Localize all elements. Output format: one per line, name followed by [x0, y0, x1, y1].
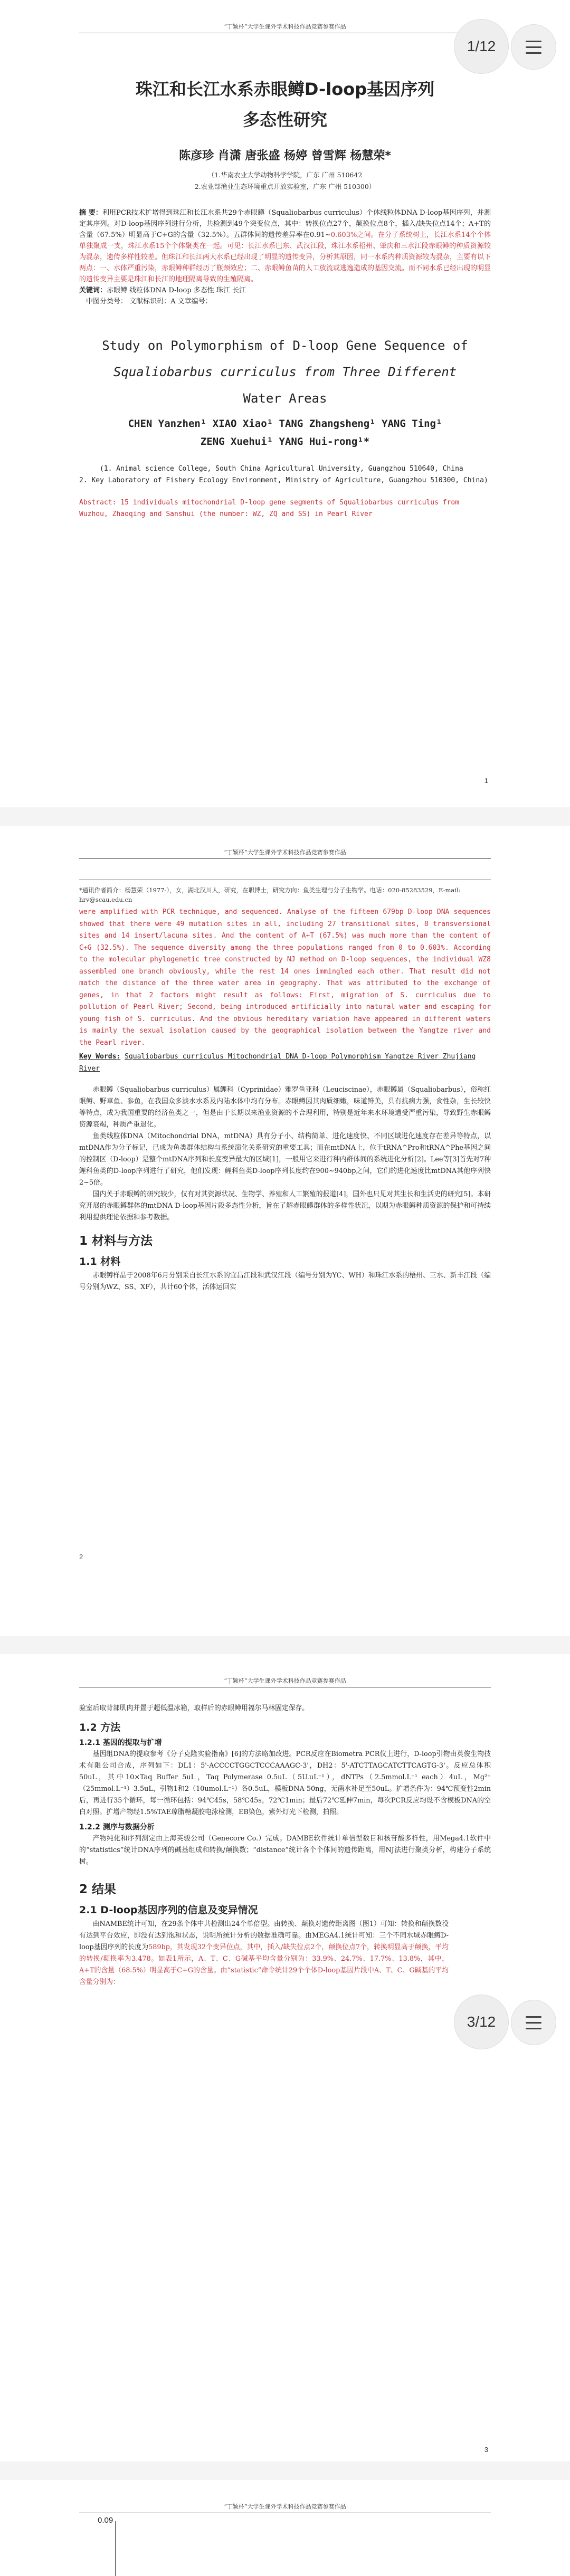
keywords-label: 关键词： [79, 287, 107, 294]
affiliation-en-1: (1. Animal science College, South China Agricultural University, Guangzhou 510640, China [100, 465, 463, 473]
en-title-line-1: Study on Polymorphism of D-loop Gene Sequence of [102, 338, 468, 353]
affiliation-en-2: 2. Key Laboratory of Fishery Ecology Environment, Ministry of Agriculture, Guangzhou 510300, China) [79, 476, 488, 484]
intro-paragraph-1: 赤眼鳟（Squaliobarbus curriculus）属鲤科（Cyprinidae）雅罗鱼亚科（Leuciscinae），赤眼鳟属（Squaliobarbus），俗称红眼鳟、野草鱼、参鱼，在我国众多淡水水系及内陆水体中均有分布。赤眼鳟因其肉质细嫩，味道鲜美，具有抗病力强，食性杂，生长较快等特点，成为我国重要的经济鱼类之一，但是由于长期以来渔业资源的不合理利用，特别是近年来水环境遭受严重污染，导致野生赤眼鳟资源衰竭，种质严重退化。 [79, 1086, 491, 1129]
page-header: “丁颖杯”大学生课外学术科技作品竞赛参赛作品 [79, 848, 491, 859]
affiliation-cn-2: 2.农业部渔业生态环境重点开放实验室，广东 广州 510300） [194, 183, 376, 190]
results-text-highlight: 589bp，其发现32个变异位点，其中，插入/缺失位点2个，颠换位点7个，转换明显高于颠换，平均的转换/颠换率为3.478。如表1所示，A、T、C、G碱基平均含量分别为：33.9%、24.7%、17.7%、13.8%，其中，A+T的含量（68.5%）明显高于C+G的含量。 [79, 1943, 449, 1974]
keywords-cn [79, 285, 491, 296]
page-counter-badge[interactable]: 1/12 [454, 19, 509, 74]
section-heading-methods: 1 材料与方法 [79, 1234, 153, 1248]
paper-title-cn [79, 74, 491, 135]
page-header: “丁颖杯”大学生课外学术科技作品竞赛参赛作品 [79, 22, 491, 33]
subsubsection-heading-sequencing: 1.2.2 测序与数据分析 [79, 1823, 155, 1831]
title-line-2: 多态性研究 [242, 110, 327, 130]
authors-en [79, 415, 491, 451]
abstract-en: Abstract: 15 individuals mitochondrial D-loop gene segments of Squaliobarbus curriculus from Wuzhou, Zhaoqing and Sanshui (the number: WZ, ZQ and SS) in Pearl River [79, 499, 460, 518]
subsection-heading-dloop: 2.1 D-loop基因序列的信息及变异情况 [79, 1904, 258, 1916]
page-number: 3 [484, 2446, 488, 2454]
affiliation-cn-1: （1.华南农业大学动物科学学院，广东 广州 510642 [207, 171, 363, 179]
en-title-line-3: Water Areas [243, 391, 327, 406]
page-header: “丁颖杯”大学生课外学术科技作品竞赛参赛作品 [79, 1676, 491, 1687]
page-header: “丁颖杯”大学生课外学术科技作品竞赛参赛作品 [79, 2502, 491, 2513]
paper-page-1 [0, 0, 570, 807]
title-line-1: 珠江和长江水系赤眼鳟D-loop基因序列 [135, 79, 435, 99]
authors-en-line-1: CHEN Yanzhen¹ XIAO Xiao¹ TANG Zhangsheng¹ YANG Ting¹ [128, 418, 442, 430]
keywords-en-text: Squaliobarbus curriculus Mitochondrial DNA D-loop Polymorphism Yangtze River Zhujiang River [79, 1053, 476, 1073]
methods-paragraph-0: 验室后取背部肌肉并置于超低温冰箱，取样后的赤眼鳟用福尔马林固定保存。 [79, 1704, 309, 1712]
abstract-text-highlight: 0.603%之间。在分子系统树上，长江水系14个个体单独聚成一支，珠江水系15个个体聚类在一起。可见：长江水系巴东、武汉江段，珠江水系梧州、肇庆和三水江段赤眼鳟的种质资源较为混杂，遗传多样性较差。但珠江和长江两大水系已经出现了明显的遗传变异，分析其原因，同一水系内种质资源较为混杂，主要有以下两点：一、水体严重污染，赤眼鳟种群经历了瓶颈效应；二、赤眼鳟鱼苗的人工放流或逃逸造成的基因交流。而不同水系已经出现的明显的遗传变异主要是珠江和长江的地理隔离导致的生殖隔离。 [79, 231, 491, 283]
subsection-heading-materials: 1.1 材料 [79, 1256, 121, 1267]
page-counter-badge[interactable]: 3/12 [454, 1995, 509, 2049]
intro-paragraph-3: 国内关于赤眼鳟的研究较少，仅有对其资源状况、生物学、养殖和人工繁殖的报道[4]，国外也只见对其生长和生活史的研究[5]。本研究开展的赤眼鳟群体的mtDNA D-loop基因片段多态性分析，旨在了解赤眼鳟群体的多样性状况，以期为赤眼鳟种质资源的保护和可持续利用提供理论依据和参考数据。 [79, 1190, 491, 1222]
methods-paragraph-1: 基因组DNA的提取参考《分子克隆实验指南》[6]的方法略加改进。PCR反应在Biometra PCR仪上进行，D-loop引物由英俊生物技术有限公司合成，序列如下：DL1：5'-ACCCCTGGCTCCCAAAGC-3'，DH2：5'-ATCTTAGCATCTTCAGTG-3'。反应总体积50uL，其中10×Taq Buffer 5uL，Taq Polymerase 0.5uL（5U.uL⁻¹），dNTPs（2.5mmol.L⁻¹ each）4uL，Mg²⁺（25mmol.L⁻¹）3.5uL，引物1和2（10umol.L⁻¹）各0.5uL，模板DNA 50ng，无菌水补足至50uL。扩增条件为：94℃预变性2min后，再进行35个循环，每一循环包括：94℃45s，58℃45s，72℃1min；最后72℃延伸7min，每次PCR反应均设不含模板DNA的空白对照。扩增产物经1.5%TAE琼脂糖凝胶电泳检测，EB染色，紫外灯光下检测，拍照。 [79, 1750, 491, 1816]
intro-paragraph-2: 鱼类线粒体DNA（Mitochondrial DNA，mtDNA）具有分子小、结构简单、进化速度快、不同区域进化速度存在差异等特点，以mtDNA作为分子标记，已成为鱼类群体结构与系统演化关系研究的重要工具；而在mtDNA上，位于tRNA^Pro和tRNA^Phe基因之间的控制区（D-loop）是整个mtDNA序列和长度变异最大的区域[1]，一般用它来进行种内群体间的系统进化分析[2]。Lee等[3]首先对7种鲤科鱼类的D-loop序列进行了研究，他们发现：鲤科鱼类D-loop序列长度约在900~940bp之间，它们的进化速度比mtDNA其他序列快2~5倍。 [79, 1132, 491, 1187]
hamburger-menu-icon[interactable] [511, 24, 556, 70]
affiliation-en [79, 463, 491, 486]
abstract-label: 摘 要： [79, 209, 102, 217]
hamburger-menu-icon[interactable] [511, 2000, 556, 2045]
paper-page-3 [0, 1654, 570, 2461]
abstract-text: 利用PCR技术扩增得到珠江和长江水系共29个赤眼鳟（Squaliobarbus curriculus）个体线粒体DNA D-loop基因序列，并测定其序列。对D-loop基因序列进行分析，共检测到49个突变位点，其中：转换位点27个，颠换位点8个，插入/缺失位点14个；A+T的含量（67.5%）明显高于C+G的含量（32.5%）。五群体间的遗传差异率在0.91~ [79, 209, 491, 239]
results-text-highlight-2: 由“statistic”命令统计29个个体D-loop基因片段中A、T、C、G碱基的平均含量分别为： [79, 1967, 449, 1986]
en-title-line-2: Squaliobarbus curriculus from Three Different [113, 365, 457, 379]
keywords-text: 赤眼鳟 线粒体DNA D-loop 多态性 珠江 长江 [107, 287, 246, 294]
keywords-en-label: Key Words: [79, 1053, 121, 1061]
authors-en-line-2: ZENG Xuehui¹ YANG Hui-rong¹* [200, 436, 370, 447]
results-text: 由NAMBE统计可知，在29条个体中共检测出24个单倍型。由转换、颠换对遗传距离图（图1）可知：转换和颠换数没有达到平台效应，即没有达到饱和状态，说明所统计分析的数据准确可靠。由MEGA4.1统计可知：三个不同水域赤眼鳟D-loop基因序列的长度为 [79, 1920, 449, 1951]
figure-y-tick-label: 0.09 [98, 2516, 113, 2525]
methods-paragraph-2: 产物纯化和序列测定由上海英骏公司（Genecore Co.）完成。DAMBE软件统计单倍型数目和核苷酸多样性，用Mega4.1软件中的“statistics”统计DNA序列的碱基组成和转换/颠换数；“distance”统计各个个体间的遗传距离，用NJ法进行聚类分析，构建分子系统树。 [79, 1835, 491, 1866]
paper-page-2 [0, 826, 570, 1636]
classification-line: 中图分类号： 文献标识码：A 文章编号： [86, 298, 212, 306]
page-number: 1 [484, 777, 488, 785]
materials-paragraph: 赤眼鳟样品于2008年6月分别采自长江水系的宜昌江段和武汉江段（编号分别为YC、WH）和珠江水系的梧州、三水、新丰江段（编号分别为WZ、SS、XF），共计60个体，活体运回实 [79, 1272, 491, 1291]
authors-cn: 陈彦珍 肖潇 唐张盛 杨婷 曾雪辉 杨慧荣* [179, 149, 391, 163]
subsubsection-heading-extraction: 1.2.1 基因的提取与扩增 [79, 1739, 162, 1747]
corresponding-author-footnote: *通讯作者简介：杨慧荣（1977-），女，湖北汉川人，研究，在职博士，研究方向：鱼类生理与分子生物学。电话：020-85283529，E-mail: hrv@scau.edu.cn [79, 886, 461, 903]
figure-y-axis [115, 2521, 116, 2576]
subsection-heading-methods: 1.2 方法 [79, 1722, 121, 1733]
paper-page-4 [0, 2480, 570, 2576]
abstract-en-continued: were amplified with PCR technique, and sequenced. Analyse of the fifteen 679bp D-loop DNA sequences showed that there were 49 mutation sites in all, including 27 transitional sites, 8 transversional sites and 14 insert/lacuna sites. And the content of A+T (67.5%) was much more than the content of C+G (32.5%). The sequence diversity among the three populations ranged from 0 to 0.603%. According to the molecular phylogenetic tree constructed by NJ method on D-loop sequences, the individual WZ8 assembled one branch obviously, while the rest 14 ones immingled each other. That result did not match the distance of the three water area in geography. That was attributed to the exchange of genes, in that 2 factors might result as follows: First, migration of S. curriculus due to pollution of Pearl River; Second, being introduced artificially into natural water and escaping for young fish of S. curriculus. And the obvious hereditary variation have appeared in different waters is mainly the sexual isolation caused by the geographical isolation between the Yangtze river and the Pearl river. [79, 908, 491, 1047]
section-heading-results: 2 结果 [79, 1883, 117, 1896]
abstract-cn [79, 207, 491, 285]
paper-title-en [79, 332, 491, 412]
keywords-en [79, 1051, 491, 1075]
results-paragraph-1 [79, 1919, 449, 1988]
page-number: 2 [79, 1553, 83, 1561]
